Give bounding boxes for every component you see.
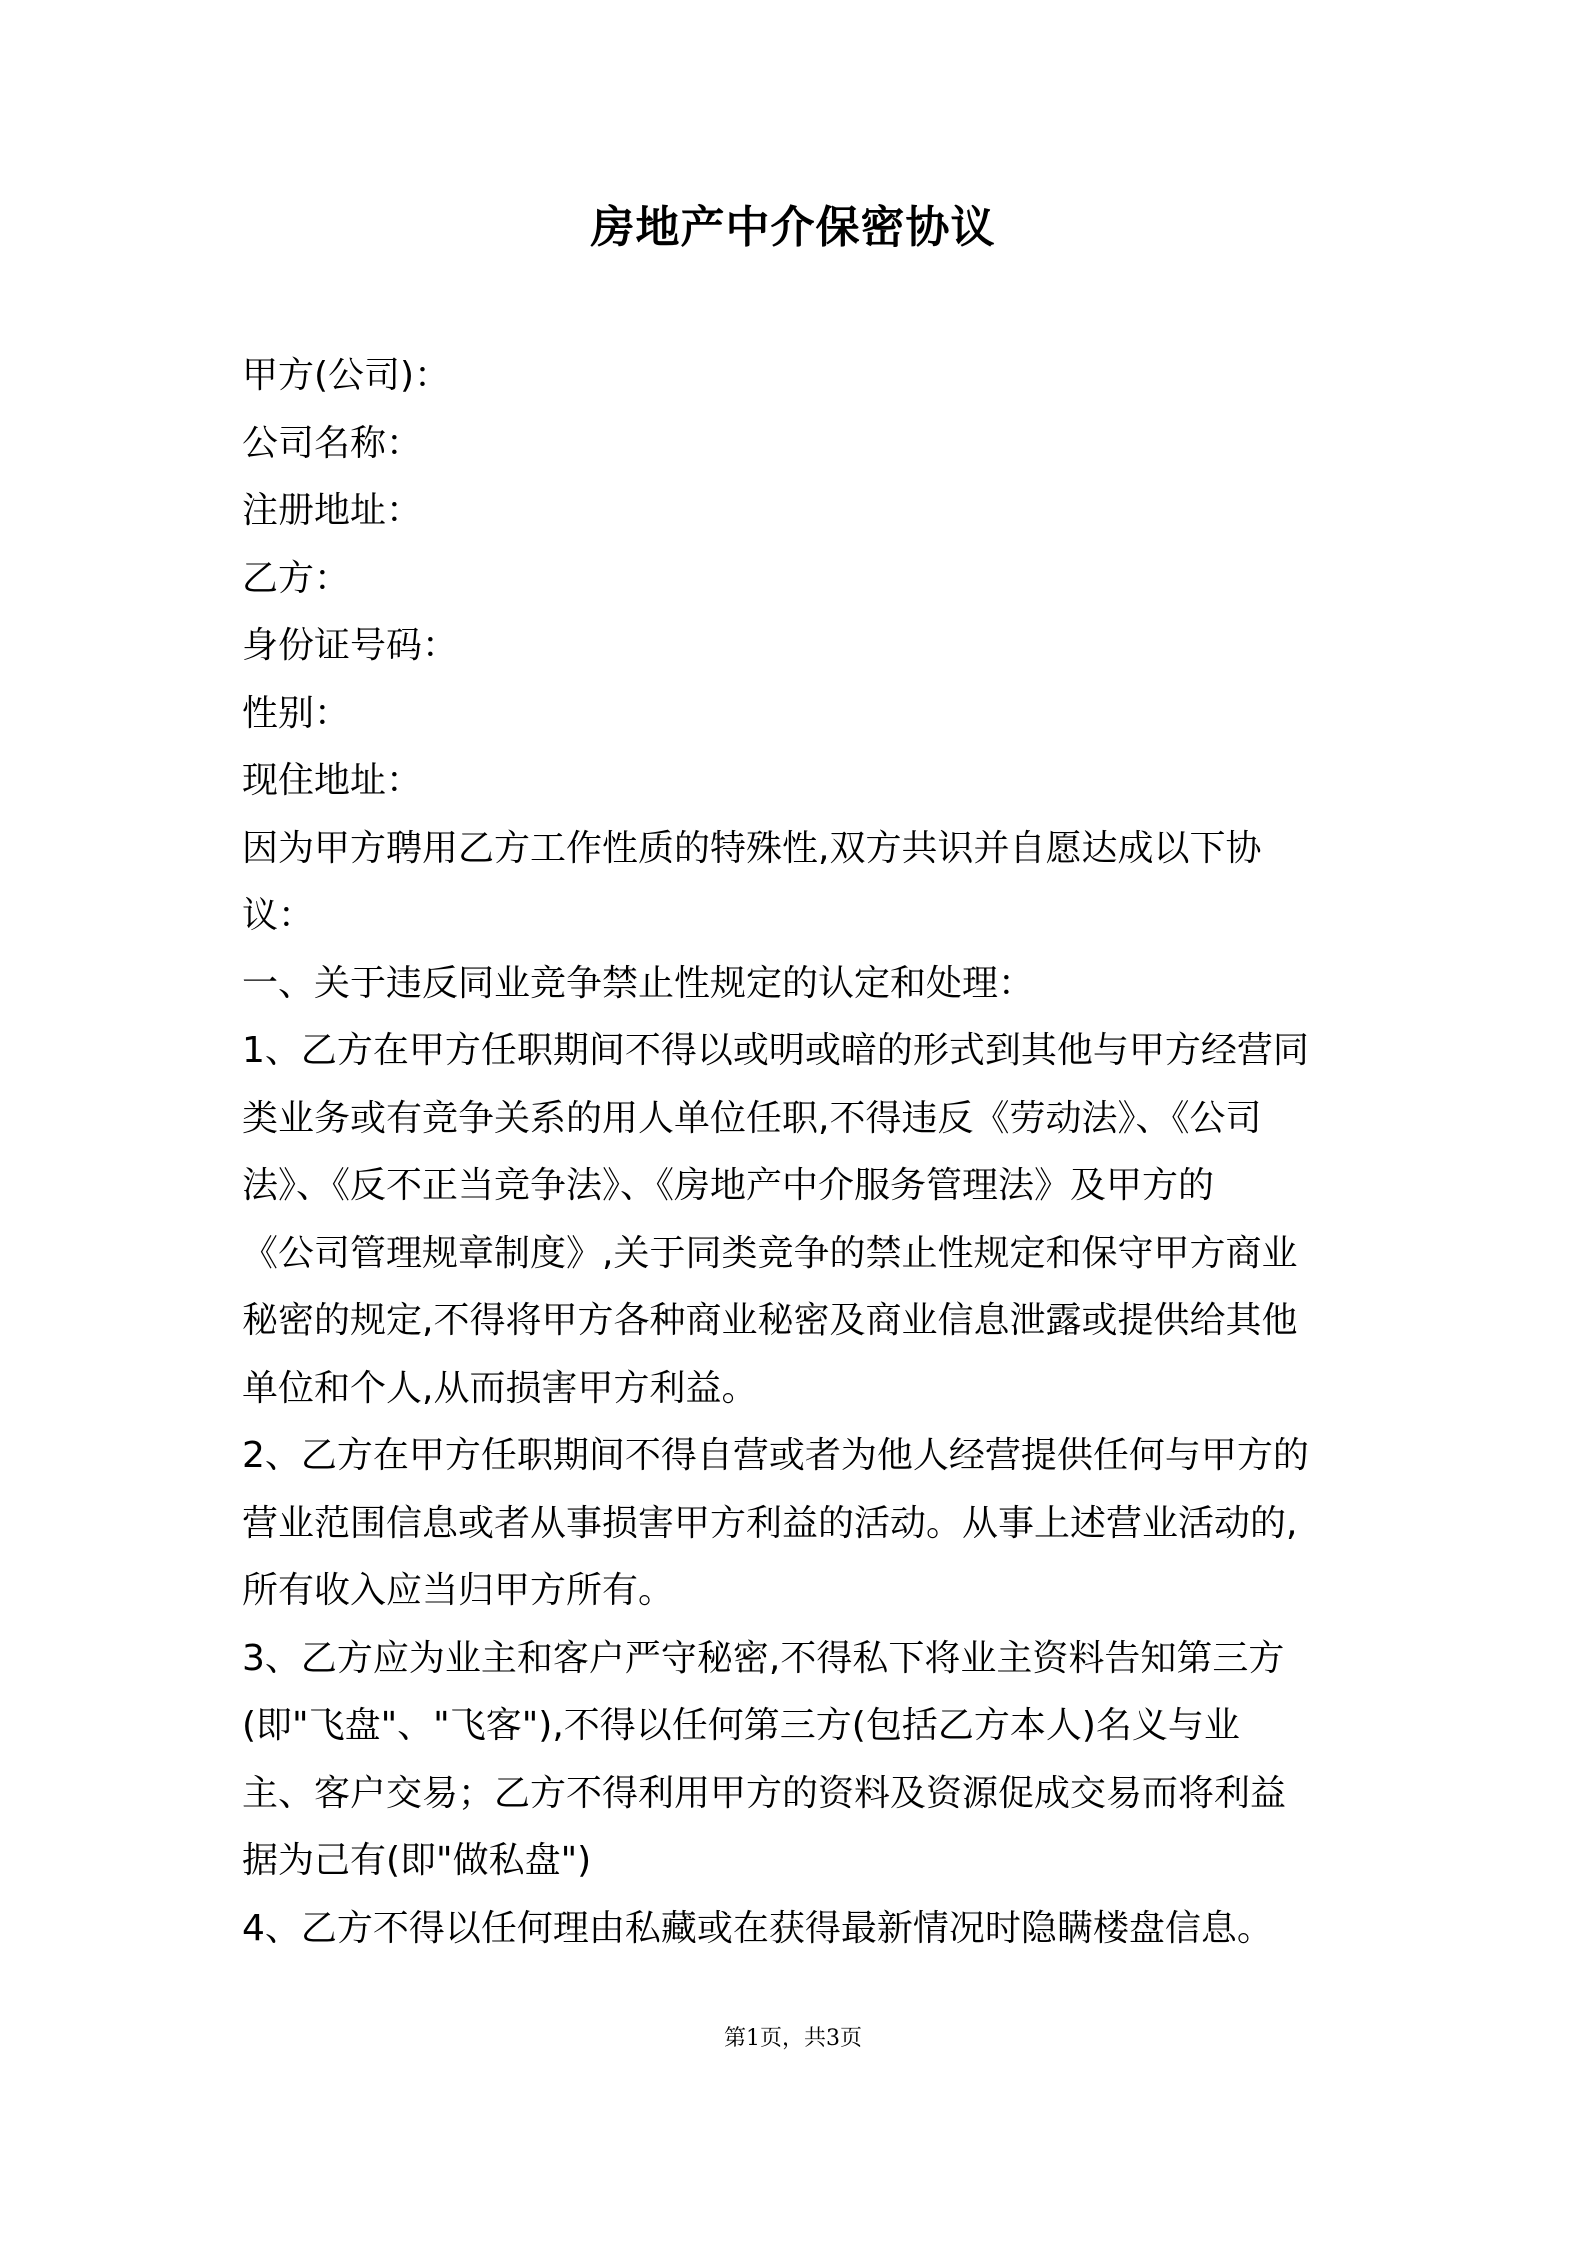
preamble-line: 议： xyxy=(242,895,315,936)
clause-1-line: 法》、《反不正当竞争法》、《房地产中介服务管理法》及甲方的 xyxy=(242,1165,1215,1206)
gender-line: 性别： xyxy=(242,692,351,734)
clause-4-line: 4、乙方不得以任何理由私藏或在获得最新情况时隐瞒楼盘信息。 xyxy=(242,1907,1273,1949)
clause-2-line: 营业范围信息或者从事损害甲方利益的活动。从事上述营业活动的, xyxy=(242,1502,1298,1544)
clause-1-line: 秘密的规定,不得将甲方各种商业秘密及商业信息泄露或提供给其他 xyxy=(242,1300,1298,1341)
clause-1-line: 类业务或有竞争关系的用人单位任职,不得违反《劳动法》、《公司 xyxy=(242,1097,1262,1139)
registered-address-line: 注册地址： xyxy=(242,490,423,531)
clause-1-line: 单位和个人,从而损害甲方利益。 xyxy=(242,1367,758,1409)
clause-2-line: 2、乙方在甲方任职期间不得自营或者为他人经营提供任何与甲方的 xyxy=(242,1435,1309,1476)
clause-1-line: 《公司管理规章制度》,关于同类竞争的禁止性规定和保守甲方商业 xyxy=(242,1232,1298,1274)
current-address-line: 现住地址： xyxy=(242,760,423,801)
clause-3-line: 主、客户交易；乙方不得利用甲方的资料及资源促成交易而将利益 xyxy=(242,1772,1287,1814)
document-body xyxy=(242,342,1362,1962)
preamble-line: 因为甲方聘用乙方工作性质的特殊性,双方共识并自愿达成以下协 xyxy=(242,827,1262,869)
id-number-line: 身份证号码： xyxy=(242,625,459,666)
clause-3-line: (即"飞盘"、"飞客"),不得以任何第三方(包括乙方本人)名义与业 xyxy=(242,1705,1240,1746)
company-name-line: 公司名称： xyxy=(242,422,423,464)
clause-1-line: 1、乙方在甲方任职期间不得以或明或暗的形式到其他与甲方经营同 xyxy=(242,1030,1309,1071)
section-heading: 一、关于违反同业竞争禁止性规定的认定和处理： xyxy=(242,962,1035,1004)
page-footer: 第1页，共3页 xyxy=(724,2026,862,2051)
party-a-line: 甲方(公司)： xyxy=(242,355,451,396)
clause-3-line: 据为己有(即"做私盘") xyxy=(242,1840,592,1881)
party-b-line: 乙方： xyxy=(242,557,351,599)
clause-2-line: 所有收入应当归甲方所有。 xyxy=(242,1570,675,1611)
document-title: 房地产中介保密协议 xyxy=(590,202,996,253)
clause-3-line: 3、乙方应为业主和客户严守秘密,不得私下将业主资料告知第三方 xyxy=(242,1637,1285,1679)
